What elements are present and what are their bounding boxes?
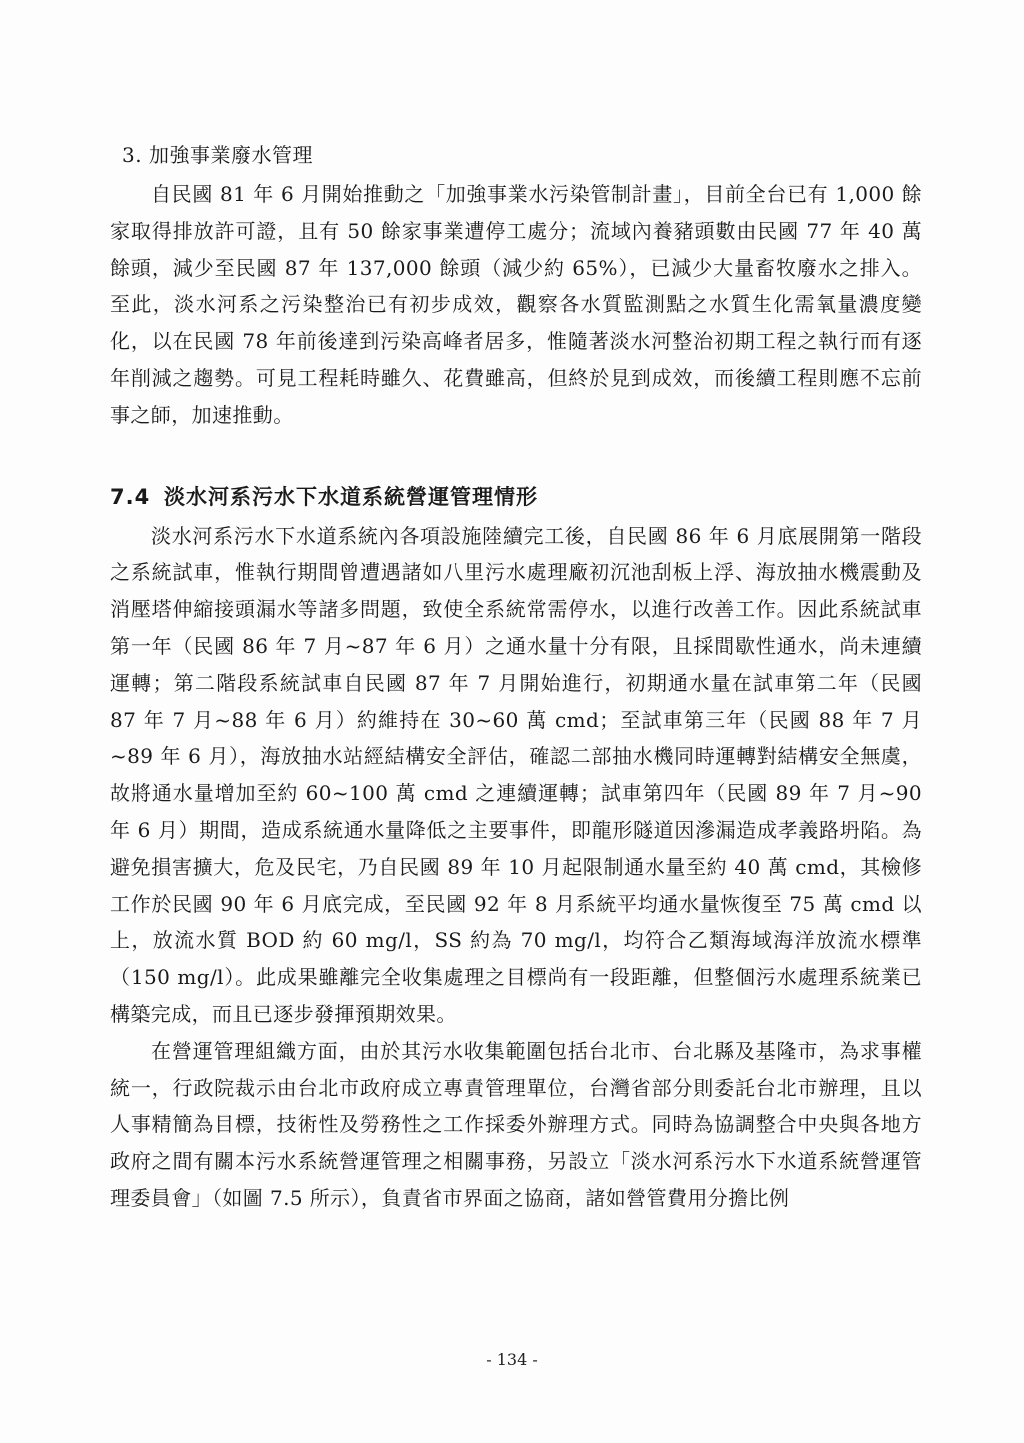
paragraph-industrial-wastewater: 自民國 81 年 6 月開始推動之「加強事業水污染管制計畫」，目前全台已有 1,000 餘家取得排放許可證，且有 50 餘家事業遭停工處分；流域內養豬頭數由民國 77 年 40 萬餘頭，減少至民國 87 年 137,000 餘頭（減少約 65%），已減少大量畜牧廢水之排入。至此，淡水河系之污染整治已有初步成效，觀察各水質監測點之水質生化需氧量濃度變化，以在民國 78 年前後達到污染高峰者居多，惟隨著淡水河整治初期工程之執行而有逐年削減之趨勢。可見工程耗時雖久、花費雖高，但終於見到成效，而後續工程則應不忘前事之師，加速推動。 <box>110 182 922 427</box>
paragraph-system-operation: 淡水河系污水下水道系統內各項設施陸續完工後，自民國 86 年 6 月底展開第一階段之系統試車，惟執行期間曾遭遇諸如八里污水處理廠初沉池刮板上浮、海放抽水機震動及消壓塔伸縮接頭漏水等諸多問題，致使全系統常需停水，以進行改善工作。因此系統試車第一年（民國 86 年 7 月~87 年 6 月）之通水量十分有限，且採間歇性通水，尚未連續運轉；第二階段系統試車自民國 87 年 7 月開始進行，初期通水量在試車第二年（民國 87 年 7 月~88 年 6 月）約維持在 30~60 萬 cmd；至試車第三年（民國 88 年 7 月~89 年 6 月），海放抽水站經結構安全評估，確認二部抽水機同時運轉對結構安全無虞，故將通水量增加至約 60~100 萬 cmd 之連續運轉；試車第四年（民國 89 年 7 月~90 年 6 月）期間，造成系統通水量降低之主要事件，即龍形隧道因滲漏造成孝義路坍陷。為避免損害擴大，危及民宅，乃自民國 89 年 10 月起限制通水量至約 40 萬 cmd，其檢修工作於民國 90 年 6 月底完成，至民國 92 年 8 月系統平均通水量恢復至 75 萬 cmd 以上，放流水質 BOD 約 60 mg/l，SS 約為 70 mg/l，均符合乙類海域海洋放流水標準（150 mg/l）。此成果雖離完全收集處理之目標尚有一段距離，但整個污水處理系統業已構築完成，而且已逐步發揮預期效果。 <box>110 523 922 1026</box>
page-body <box>110 138 922 1217</box>
section-title: 淡水河系污水下水道系統營運管理情形 <box>164 484 538 509</box>
page-number: - 134 - <box>486 1350 538 1369</box>
section-heading <box>110 480 922 514</box>
item-heading: 3. 加強事業廢水管理 <box>122 143 313 167</box>
paragraph-management-organization: 在營運管理組織方面，由於其污水收集範圍包括台北市、台北縣及基隆市，為求事權統一，行政院裁示由台北市政府成立專責管理單位，台灣省部分則委託台北市辦理，且以人事精簡為目標，技術性及勞務性之工作採委外辦理方式。同時為協調整合中央與各地方政府之間有關本污水系統營運管理之相關事務，另設立「淡水河系污水下水道系統營運管理委員會」（如圖 7.5 所示），負責省市界面之協商，諸如營管費用分擔比例 <box>110 1038 922 1210</box>
section-number: 7.4 <box>110 484 151 509</box>
